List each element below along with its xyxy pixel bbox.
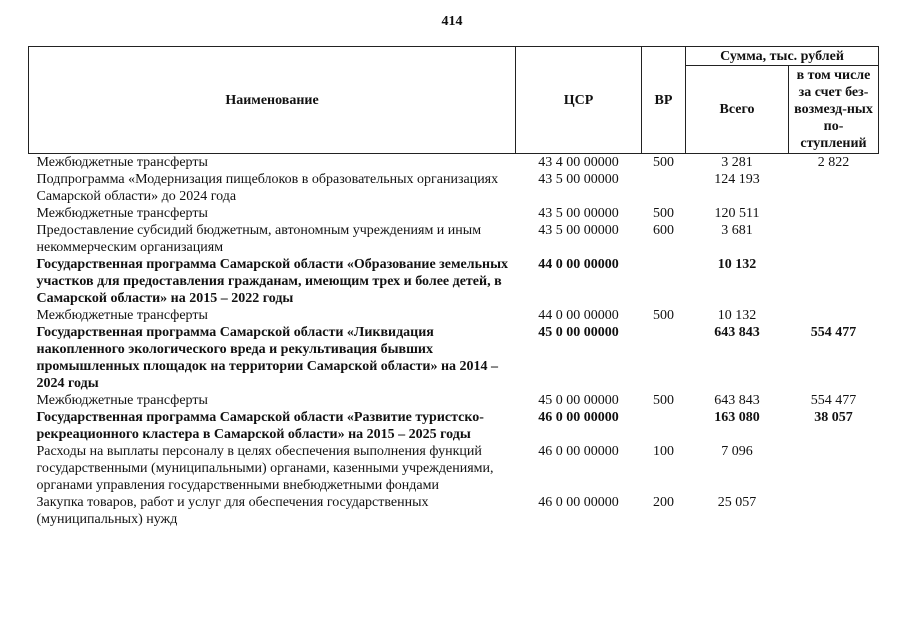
row-name: Государственная программа Самарской области «Образование земельных участков для предоставления гражданам, имеющим трех и более детей, в Самарской области» на 2015 – 2022 годы	[36, 257, 509, 306]
row-csr: 46 0 00 00000	[538, 410, 619, 425]
row-name: Расходы на выплаты персоналу в целях обеспечения выполнения функций государственными (муниципальными) органами, казенными учреждениями, органами управления государственными внебюджетными фондами	[36, 444, 494, 493]
row-csr: 43 5 00 00000	[538, 172, 619, 187]
row-total: 10 132	[717, 308, 757, 323]
row-vr: 500	[653, 308, 674, 323]
table-row	[29, 409, 879, 443]
row-name: Подпрограмма «Модернизация пищеблоков в образовательных организациях Самарской области» до 2024 года	[36, 172, 499, 204]
header-vr: ВР	[642, 47, 686, 154]
row-total: 25 057	[717, 495, 757, 510]
page-number: 414	[441, 14, 463, 29]
row-csr: 43 5 00 00000	[538, 223, 619, 238]
table-row	[29, 205, 879, 222]
row-csr: 44 0 00 00000	[538, 308, 619, 323]
header-csr: ЦСР	[516, 47, 642, 154]
row-name: Государственная программа Самарской области «Развитие туристско-рекреационного кластера в Самарской области» на 2015 – 2025 годы	[36, 410, 484, 442]
row-vr: 500	[653, 155, 674, 170]
header-sum: Сумма, тыс. рублей	[686, 47, 879, 66]
row-total: 643 843	[714, 393, 760, 408]
table-row	[29, 222, 879, 256]
row-including: 38 057	[814, 410, 853, 425]
row-csr: 43 4 00 00000	[538, 155, 619, 170]
row-total: 3 681	[721, 223, 753, 238]
row-total: 124 193	[714, 172, 760, 187]
row-including: 554 477	[810, 393, 857, 408]
row-vr: 100	[653, 444, 674, 459]
row-vr	[642, 256, 686, 307]
row-name: Межбюджетные трансферты	[36, 308, 208, 323]
row-including	[789, 256, 879, 307]
table-row	[29, 154, 879, 172]
table-row	[29, 171, 879, 205]
row-vr: 200	[653, 495, 674, 510]
row-name: Межбюджетные трансферты	[36, 155, 208, 170]
header-name: Наименование	[29, 47, 516, 154]
row-total: 10 132	[717, 257, 757, 272]
table-row	[29, 443, 879, 494]
table-body	[29, 154, 879, 529]
row-including	[789, 307, 879, 324]
row-including	[789, 494, 879, 528]
header-including: в том числе за счет без-возмезд-ных по-ступлений	[789, 66, 879, 154]
row-vr	[642, 324, 686, 392]
row-including	[789, 171, 879, 205]
table-row	[29, 307, 879, 324]
row-vr: 600	[653, 223, 674, 238]
table-row	[29, 494, 879, 528]
row-including: 2 822	[817, 155, 850, 170]
table-row	[29, 392, 879, 409]
row-vr	[642, 171, 686, 205]
row-name: Государственная программа Самарской области «Ликвидация накопленного экологического вреда и рекультивация бывших промышленных площадок на территории Самарской области» на 2014 – 2024 годы	[36, 325, 499, 391]
row-including	[789, 205, 879, 222]
row-csr: 44 0 00 00000	[538, 257, 619, 272]
row-csr: 46 0 00 00000	[538, 444, 619, 459]
row-total: 120 511	[714, 206, 760, 221]
table-row	[29, 256, 879, 307]
row-vr: 500	[653, 206, 674, 221]
budget-table	[28, 46, 879, 528]
row-name: Межбюджетные трансферты	[36, 393, 208, 408]
row-total: 7 096	[721, 444, 753, 459]
row-including	[789, 443, 879, 494]
row-vr	[642, 409, 686, 443]
row-including: 554 477	[810, 325, 857, 340]
row-vr: 500	[653, 393, 674, 408]
row-csr: 45 0 00 00000	[538, 393, 619, 408]
row-name: Межбюджетные трансферты	[36, 206, 208, 221]
row-total: 3 281	[721, 155, 753, 170]
table-header	[29, 47, 879, 154]
row-name: Закупка товаров, работ и услуг для обеспечения государственных (муниципальных) нужд	[36, 495, 429, 527]
row-including	[789, 222, 879, 256]
table-row	[29, 324, 879, 392]
row-total: 643 843	[714, 325, 760, 340]
row-csr: 43 5 00 00000	[538, 206, 619, 221]
row-name: Предоставление субсидий бюджетным, автономным учреждениям и иным некоммерческим организациям	[36, 223, 482, 255]
row-csr: 45 0 00 00000	[538, 325, 619, 340]
row-csr: 46 0 00 00000	[538, 495, 619, 510]
header-total: Всего	[686, 66, 789, 154]
row-total: 163 080	[714, 410, 760, 425]
